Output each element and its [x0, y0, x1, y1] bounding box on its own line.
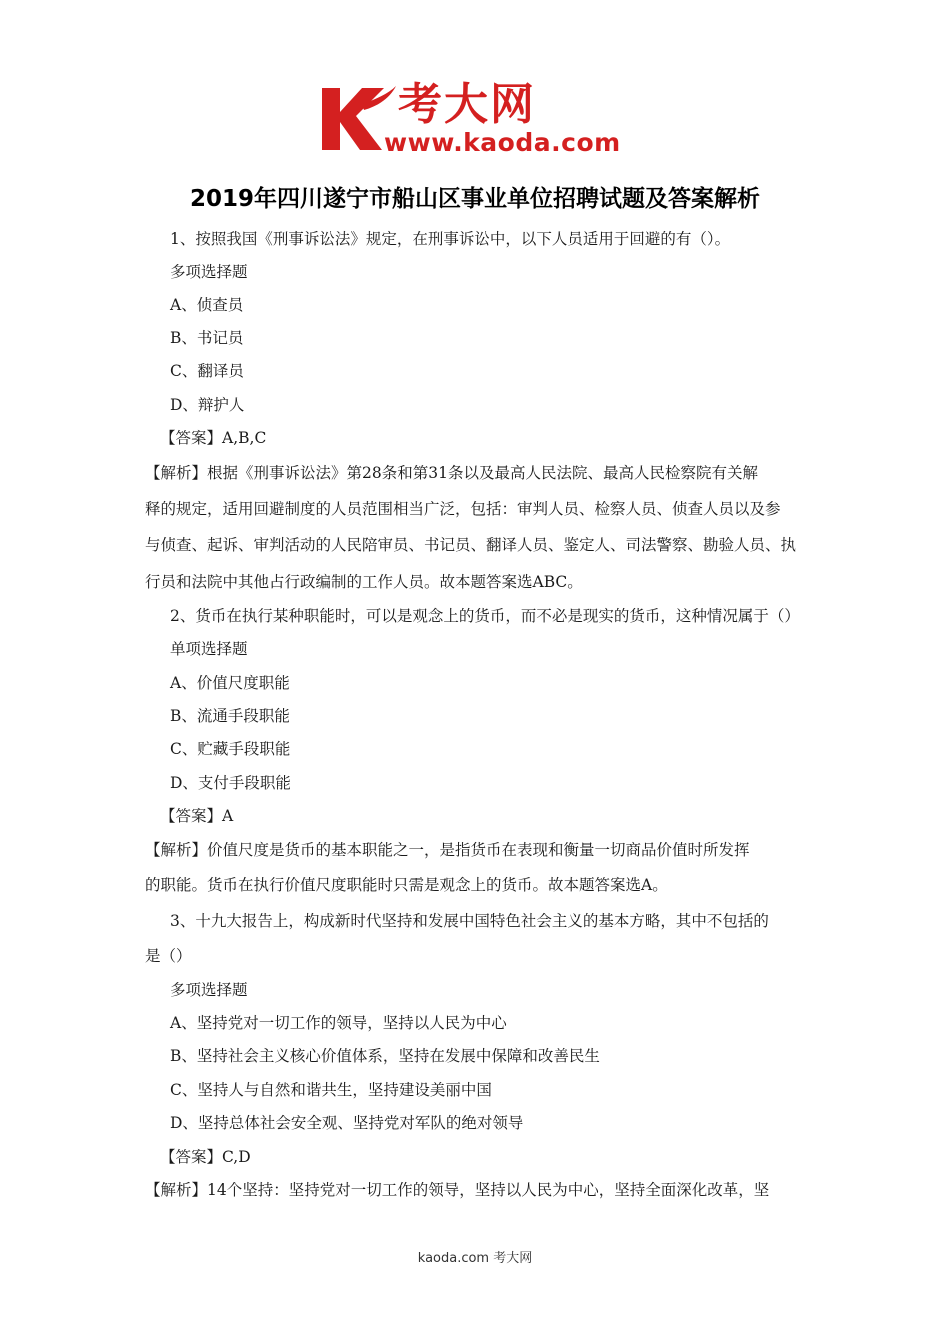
question-1-stem: 1、按照我国《刑事诉讼法》规定，在刑事诉讼中，以下人员适用于回避的有（）。 [170, 230, 731, 248]
page-footer: kaoda.com 考大网 [417, 1251, 533, 1266]
question-2-option-a: A、价值尺度职能 [170, 674, 290, 692]
question-3-type: 多项选择题 [170, 981, 248, 999]
question-3-explanation-line: 【解析】14个坚持：坚持党对一切工作的领导，坚持以人民为中心，坚持全面深化改革，坚 [145, 1181, 770, 1199]
logo-url-text: www.kaoda.com [384, 128, 621, 157]
question-3-option-c: C、坚持人与自然和谐共生，坚持建设美丽中国 [170, 1081, 492, 1099]
question-3-stem: 3、十九大报告上，构成新时代坚持和发展中国特色社会主义的基本方略，其中不包括的 [170, 912, 769, 930]
question-2-option-c: C、贮藏手段职能 [170, 740, 291, 758]
question-2-option-d: D、支付手段职能 [170, 774, 291, 792]
question-1-explanation-line: 释的规定，适用回避制度的人员范围相当广泛，包括：审判人员、检察人员、侦查人员以及参 [145, 500, 781, 518]
question-1-explanation-line: 行员和法院中其他占行政编制的工作人员。故本题答案选ABC。 [145, 573, 583, 591]
question-1-option-b: B、书记员 [170, 329, 244, 347]
question-1-option-d: D、辩护人 [170, 396, 245, 414]
question-3-option-b: B、坚持社会主义核心价值体系，坚持在发展中保障和改善民生 [170, 1047, 600, 1065]
question-3-option-d: D、坚持总体社会安全观、坚持党对军队的绝对领导 [170, 1114, 524, 1132]
question-2-explanation-line: 的职能。货币在执行价值尺度职能时只需是观念上的货币。故本题答案选A。 [145, 876, 668, 894]
question-3-answer: 【答案】C,D [160, 1148, 251, 1166]
question-1-type: 多项选择题 [170, 263, 248, 281]
question-3-option-a: A、坚持党对一切工作的领导，坚持以人民为中心 [170, 1014, 507, 1032]
question-2-type: 单项选择题 [170, 640, 248, 658]
question-2-stem: 2、货币在执行某种职能时，可以是观念上的货币，而不必是现实的货币，这种情况属于（） [170, 607, 800, 625]
question-1-explanation-line: 【解析】根据《刑事诉讼法》第28条和第31条以及最高人民法院、最高人民检察院有关解 [145, 464, 758, 482]
question-3-stem-cont: 是（） [145, 947, 192, 965]
question-1-option-a: A、侦查员 [170, 296, 244, 314]
question-2-answer: 【答案】A [160, 807, 234, 825]
question-1-explanation-line: 与侦查、起诉、审判活动的人民陪审员、书记员、翻译人员、鉴定人、司法警察、勘验人员、执 [145, 536, 797, 554]
logo-brand-text: 考大网 [398, 79, 536, 130]
question-2-option-b: B、流通手段职能 [170, 707, 290, 725]
question-2-explanation-line: 【解析】价值尺度是货币的基本职能之一，是指货币在表现和衡量一切商品价值时所发挥 [145, 841, 750, 859]
kaoda-logo [318, 78, 638, 160]
question-1-option-c: C、翻译员 [170, 362, 244, 380]
document-title: 2019年四川遂宁市船山区事业单位招聘试题及答案解析 [189, 186, 760, 212]
question-1-answer: 【答案】A,B,C [160, 429, 267, 447]
